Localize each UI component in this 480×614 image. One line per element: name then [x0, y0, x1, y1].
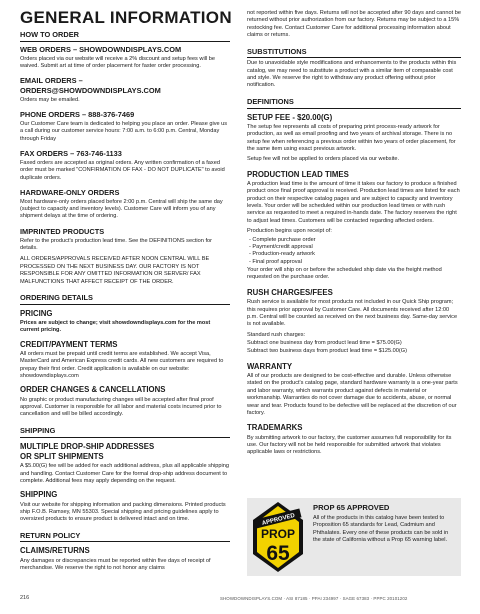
- claims-text: Any damages or discrepancies must be reported within five days of receipt of merchandise. We reserve the right to not honor any claims: [20, 557, 211, 572]
- substitutions-text: Due to unavoidable style modifications and enhancements to the products within this catalog, we may need to substitute a product with a similar item of comparable cost and style. We reserve the right to withdraw any product offering without prior notification.: [247, 60, 457, 89]
- credit-terms-text: All orders must be prepaid until credit terms are established. We accept Visa, MasterCard and American Express credit cards. All new customers are required to prepay their first order. Credit application is available on our website: showdowndisplays.com: [20, 350, 224, 380]
- left-column: [20, 30, 230, 573]
- phone-orders-text: Our Customer Care team is dedicated to helping you place an order. Please give us a call during our customer service hours: 7:00 a.m. to 6:00 p.m. Central, Monday through Friday: [20, 120, 228, 142]
- list-item: - Payment/credit approval: [249, 244, 461, 251]
- prop65-badge-icon: [251, 500, 305, 574]
- email-orders-text: Orders may be emailed.: [20, 96, 80, 103]
- email-orders-heading: [20, 76, 230, 96]
- rush-charges-text: Rush service is available for most products not included in our Quick Ship program; this requires prior approval by Customer Care. All documents received after 12:00 p.m. Central will be counted as received on the next business day. Same-day service is not available.: [247, 299, 458, 328]
- dropship-text: A $5.00(G) fee will be added for each additional address, plus all applicable shipping and handling. Contact Customer Care for the formal drop-ship address document to complete. Additional fees may apply depending on the request.: [20, 463, 229, 484]
- footer-meta: SHOWDOWNDISPLAYS.COM · ASI 87185 · PPAI 234997 · SAGE 67383 · PPPC 20101202: [220, 596, 408, 601]
- prop65-box: [247, 498, 461, 576]
- list-item: - Complete purchase order: [249, 237, 461, 244]
- phone-orders-heading: PHONE ORDERS – 888-376-7469: [20, 110, 135, 120]
- section-shipping: SHIPPING: [20, 426, 230, 438]
- hardware-orders-heading: HARDWARE-ONLY ORDERS: [20, 187, 120, 197]
- page-number: 216: [20, 595, 30, 601]
- trademarks-heading: TRADEMARKS: [247, 423, 303, 433]
- rush-charges-heading: RUSH CHARGES/FEES: [247, 287, 333, 297]
- dropship-heading: [20, 442, 230, 463]
- warranty-text: All of our products are designed to be cost-effective and durable. Unless otherwise stated on the product's catalog page, standard hardware warranty is a one-year parts and labor warranty, which warrants product against defects in material or workmanship. Warranties do not cover damage due to accidents, abuse, or normal wear and tear. Products found to be defective will be replaced at the discretion of our factory.: [247, 373, 458, 416]
- warranty-heading: WARRANTY: [247, 361, 293, 371]
- rush-two-days: Subtract two business days from product lead time = $125.00(G): [247, 348, 407, 355]
- setup-fee-web-note: Setup fee will not be applied to orders placed via our website.: [247, 156, 400, 163]
- prop65-text: All of the products in this catalog have been tested to Proposition 65 standards for Lead, Cadmium and Phthalates. Every one of these products can be sold in the state of California without a Prop 65 warning label.: [313, 515, 449, 544]
- rush-one-day: Subtract one business day from product lead time = $75.00(G): [247, 340, 402, 346]
- lead-times-ship: Your order will ship on or before the scheduled ship date via the freight method requested on the purchase order.: [247, 267, 442, 281]
- web-orders-text: Orders placed via our website will receive a 2% discount and setup fees will be waived. Submit art at time of order placement for faster order processing.: [20, 55, 215, 69]
- dropship-heading-line1: MULTIPLE DROP-SHIP ADDRESSES: [20, 441, 155, 451]
- credit-terms-heading: CREDIT/PAYMENT TERMS: [20, 339, 118, 349]
- right-column: [247, 10, 461, 457]
- claims-heading: CLAIMS/RETURNS: [20, 546, 90, 556]
- section-return-policy: RETURN POLICY: [20, 531, 230, 543]
- page-title: GENERAL INFORMATION: [20, 8, 232, 27]
- setup-fee-text: The setup fee represents all costs of preparing print process-ready artwork for production, as well as email proofing and two years of archival storage. There is no setup fee when referencing a previous order within two years of order placement, for the same item using exact previous artwork.: [247, 123, 456, 152]
- fax-orders-heading: FAX ORDERS – 763-746-1133: [20, 149, 122, 159]
- pricing-heading: PRICING: [20, 308, 53, 318]
- shipping-text: Visit our website for shipping information and packing dimensions. Printed products ship F.O.B. Ramsey, MN 55303. Special shipping and pricing guidelines apply to oversized products to ensure product is delivered intact and on time.: [20, 501, 226, 523]
- imprinted-products-text: Refer to the product's production lead time. See the DEFINITIONS section for details.: [20, 237, 212, 251]
- setup-fee-heading: SETUP FEE - $20.00(G): [247, 112, 333, 122]
- order-changes-text: No graphic or product manufacturing changes will be accepted after final proof approval. Customer is responsible for all labor and material costs incurred prior to cancellation and will be billed accordingly.: [20, 396, 222, 418]
- section-definitions: DEFINITIONS: [247, 97, 461, 109]
- rush-standard-label: Standard rush charges:: [247, 331, 306, 338]
- dropship-heading-line2: OR SPLIT SHIPMENTS: [20, 451, 104, 461]
- prop65-title: PROP 65 APPROVED: [313, 503, 390, 512]
- trademarks-text: By submitting artwork to our factory, the customer assumes full responsibility for its use. Our factory will not be held responsible for submitted artwork that violates applicable laws or restrictions.: [247, 434, 452, 456]
- section-how-to-order: HOW TO ORDER: [20, 30, 230, 42]
- email-orders-heading-line2: ORDERS@SHOWDOWNDISPLAYS.COM: [20, 86, 161, 96]
- list-item: - Final proof approval: [249, 259, 461, 266]
- email-orders-heading-line1: EMAIL ORDERS –: [20, 76, 83, 86]
- prop65-content: [313, 503, 457, 545]
- imprinted-products-heading: IMPRINTED PRODUCTS: [20, 226, 105, 236]
- list-item: - Production-ready artwork: [249, 251, 461, 258]
- badge-number-label: 65: [266, 542, 290, 565]
- fax-orders-text: Faxed orders are accepted as original orders. Any written confirmation of a faxed order must be marked "CONFIRMATION OF FAX - DO NOT DUPLICATE" to avoid duplicate orders.: [20, 159, 225, 181]
- web-orders-heading: WEB ORDERS – SHOWDOWNDISPLAYS.COM: [20, 44, 182, 54]
- lead-times-begins: Production begins upon receipt of:: [247, 228, 332, 235]
- claims-text-continued: not reported within five days. Returns will not be accepted after 90 days and cannot be returned without prior authorization from our factory. Returns may be subject to a 15% restocking fee. Contact Customer Care for additional processing information about claims or returns.: [247, 10, 461, 39]
- badge-approved-label: APPROVED: [261, 512, 296, 527]
- lead-times-list: [249, 237, 461, 267]
- lead-times-text: A production lead time is the amount of time it takes our factory to produce a finished product once final proof approval is received. Production lead times are listed for each product on their respective catalog pages and are subject to capacity and inventory levels. Your order will be scheduled within our production lead times or with rush service as requested to meet a required in-hands date. The factory reserves the right to adjust lead times. Customers will be contacted regarding affected orders.: [247, 180, 460, 224]
- pricing-text: Prices are subject to change; visit showdowndisplays.com for the most current pricing.: [20, 319, 211, 334]
- order-changes-heading: ORDER CHANGES & CANCELLATIONS: [20, 385, 166, 395]
- hardware-orders-text: Most hardware-only orders placed before 2:00 p.m. Central will ship the same day (subject to capacity and inventory levels). Customer Care will inform you of any shipment delays at the time of ordering.: [20, 198, 223, 220]
- lead-times-heading: PRODUCTION LEAD TIMES: [247, 169, 349, 179]
- section-substitutions: SUBSTITUTIONS: [247, 47, 461, 59]
- section-ordering-details: ORDERING DETAILS: [20, 293, 230, 305]
- badge-prop-label: PROP: [260, 527, 296, 541]
- shipping-heading: SHIPPING: [20, 490, 58, 500]
- noon-notice: ALL ORDERS/APPROVALS RECEIVED AFTER NOON CENTRAL WILL BE PROCESSED ON THE NEXT BUSINESS DAY. OUR FACTORY IS NOT RESPONSIBLE FOR ANY OMITTED INFORMATION OR SERVER/ FAX MALFUNCTIONS THAT AFFECT RECEIPT OF THE ORDER.: [20, 256, 210, 285]
